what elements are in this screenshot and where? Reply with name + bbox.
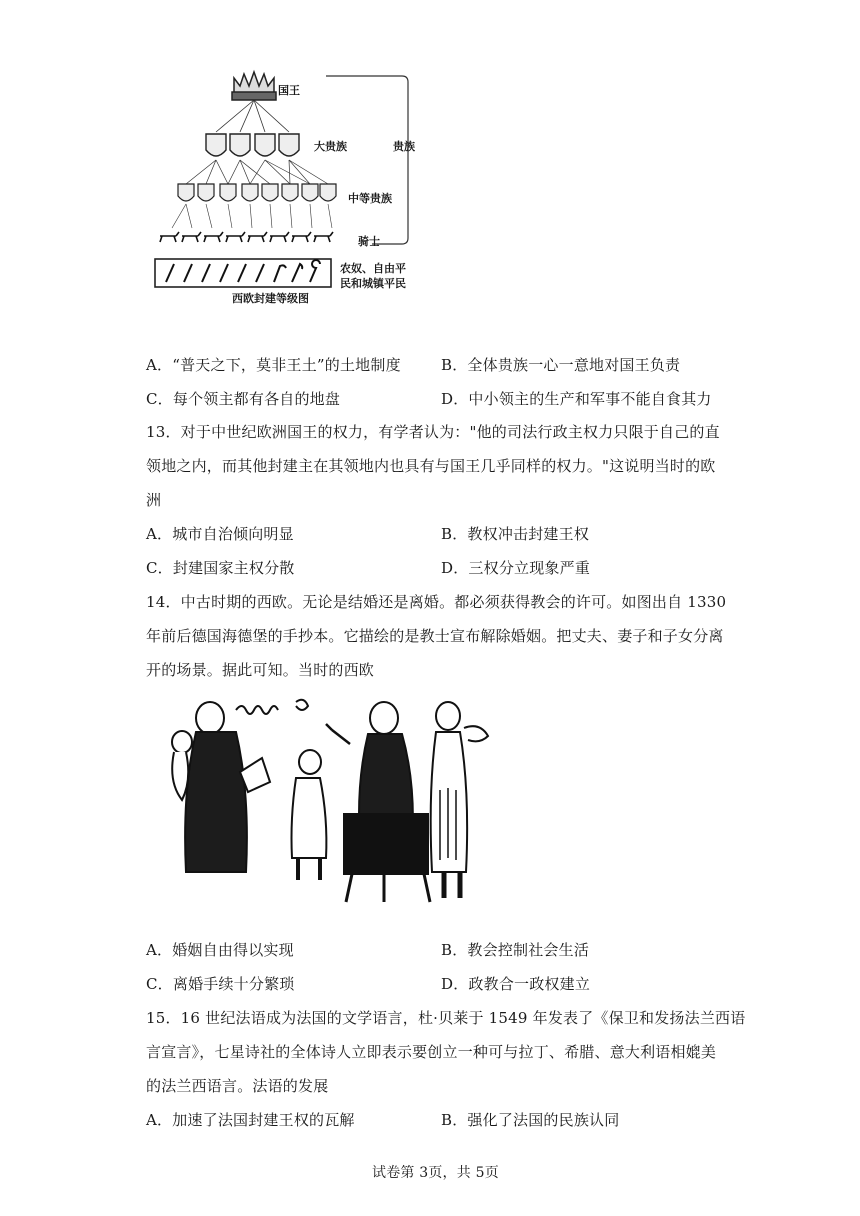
q12-option-a: A．“普天之下，莫非王土”的土地制度 — [146, 356, 401, 374]
label-knights: 骑士 — [358, 235, 380, 248]
q13-option-a: A．城市自治倾向明显 — [146, 525, 294, 543]
label-middle-nobles: 中等贵族 — [348, 192, 392, 205]
nobles-bracket — [326, 76, 408, 244]
label-serfs-line1: 农奴、自由平 — [340, 262, 406, 275]
feudal-hierarchy-figure — [150, 66, 430, 306]
label-king: 国王 — [278, 84, 300, 97]
q12-option-b: B．全体贵族一心一意地对国王负责 — [441, 356, 681, 374]
q15-option-a: A．加速了法国封建王权的瓦解 — [146, 1111, 355, 1129]
q13-stem-line2: 领地之内，而其他封建主在其领地内也具有与国王几乎同样的权力。"这说明当时的欧 — [146, 457, 716, 475]
label-great-nobles: 大贵族 — [314, 140, 347, 153]
q13-option-b: B．教权冲击封建王权 — [441, 525, 590, 543]
q14-option-b: B．教会控制社会生活 — [441, 941, 590, 959]
q14-stem-line3: 开的场景。据此可知。当时的西欧 — [146, 661, 375, 679]
divorce-scene-drawing — [148, 688, 510, 920]
great-noble-shields — [206, 134, 299, 156]
q15-option-b: B．强化了法国的民族认同 — [441, 1111, 620, 1129]
q14-stem-line2: 年前后德国海德堡的手抄本。它描绘的是教士宣布解除婚姻。把丈夫、妻子和子女分离 — [146, 627, 724, 645]
q15-stem-line1: 15．16 世纪法语成为法国的文学语言，杜·贝莱于 1549 年发表了《保卫和发扬法兰西语 — [146, 1009, 746, 1027]
q14-option-d: D．政教合一政权建立 — [441, 975, 591, 993]
q13-option-d: D．三权分立现象严重 — [441, 559, 591, 577]
page-footer: 试卷第 3页，共 5页 — [372, 1165, 499, 1181]
crown-icon — [232, 72, 276, 100]
label-nobles: 贵族 — [393, 140, 415, 153]
q14-stem-line1: 14．中古时期的西欧。无论是结婚还是离婚。都必须获得教会的许可。如图出自 1330 — [146, 593, 727, 611]
middle-noble-shields — [178, 184, 336, 201]
manuscript-illustration — [148, 688, 510, 920]
farm-tool-icons — [166, 260, 320, 282]
q14-option-c: C．离婚手续十分繁琐 — [146, 975, 295, 993]
knight-horse-icons — [160, 232, 333, 242]
q14-option-a: A．婚姻自由得以实现 — [146, 941, 294, 959]
q13-stem-line3: 洲 — [146, 491, 162, 509]
q13-option-c: C．封建国家主权分散 — [146, 559, 295, 577]
q15-stem-line3: 的法兰西语言。法语的发展 — [146, 1077, 329, 1095]
q12-option-d: D．中小领主的生产和军事不能自食其力 — [441, 390, 712, 408]
q15-stem-line2: 言宣言》，七星诗社的全体诗人立即表示要创立一种可与拉丁、希腊、意大利语相媲美 — [146, 1043, 717, 1061]
figure-caption: 西欧封建等级图 — [232, 292, 309, 305]
label-serfs-line2: 民和城镇平民 — [340, 277, 406, 290]
q13-stem-line1: 13．对于中世纪欧洲国王的权力，有学者认为："他的司法行政主权力只限于自己的直 — [146, 423, 720, 441]
q12-option-c: C．每个领主都有各自的地盘 — [146, 390, 341, 408]
